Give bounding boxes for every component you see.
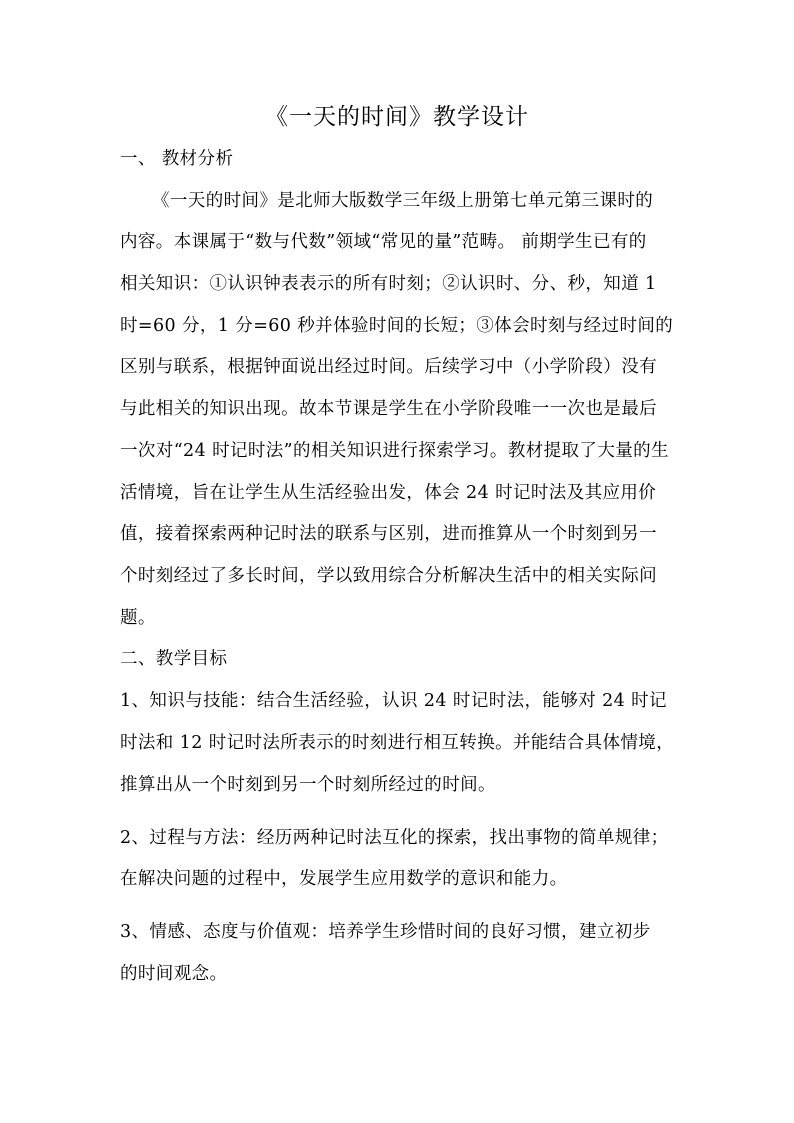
section-heading-teaching-goals: 二、教学目标 — [120, 649, 228, 669]
paragraph-line: 区别与联系，根据钟面说出经过时间。后续学习中（小学阶段）没有 — [120, 357, 657, 377]
goal-line: 的时间观念。 — [120, 964, 228, 984]
paragraph-line: 个时刻经过了多长时间，学以致用综合分析解决生活中的相关实际问 — [120, 566, 657, 586]
paragraph-line: 一次对“24 时记时法”的相关知识进行探索学习。教材提取了大量的生 — [120, 441, 669, 461]
goal-line: 在解决问题的过程中，发展学生应用数学的意识和能力。 — [120, 869, 568, 889]
goal-line: 2、过程与方法：经历两种记时法互化的探索，找出事物的简单规律； — [120, 828, 669, 848]
goal-line: 1、知识与技能：结合生活经验，认识 24 时记时法，能够对 24 时记 — [120, 691, 667, 711]
goal-line: 时法和 12 时记时法所表示的时刻进行相互转换。并能结合具体情境， — [120, 733, 675, 753]
paragraph-line: 与此相关的知识出现。故本节课是学生在小学阶段唯一一次也是最后 — [120, 399, 657, 419]
paragraph-line: 时=60 分，1 分=60 秒并体验时间的长短；③体会时刻与经过时间的 — [120, 316, 674, 336]
paragraph-line: 《一天的时间》是北师大版数学三年级上册第七单元第三课时的 — [152, 191, 654, 211]
paragraph-line: 值，接着探索两种记时法的联系与区别，进而推算从一个时刻到另一 — [120, 524, 657, 544]
goal-line: 3、情感、态度与价值观：培养学生珍惜时间的良好习惯，建立初步 — [120, 922, 651, 942]
paragraph-line: 相关知识：①认识钟表表示的所有时刻；②认识时、分、秒，知道 1 — [120, 274, 657, 294]
document-title: 《一天的时间》教学设计 — [265, 104, 529, 130]
goal-line: 推算出从一个时刻到另一个时刻所经过的时间。 — [120, 775, 496, 795]
paragraph-line: 题。 — [120, 608, 156, 628]
paragraph-line: 活情境，旨在让学生从生活经验出发，体会 24 时记时法及其应用价 — [120, 483, 657, 503]
section-heading-textbook-analysis: 一、 教材分析 — [120, 149, 234, 169]
paragraph-line: 内容。本课属于“数与代数”领域“常见的量”范畴。 前期学生已有的 — [120, 232, 647, 252]
